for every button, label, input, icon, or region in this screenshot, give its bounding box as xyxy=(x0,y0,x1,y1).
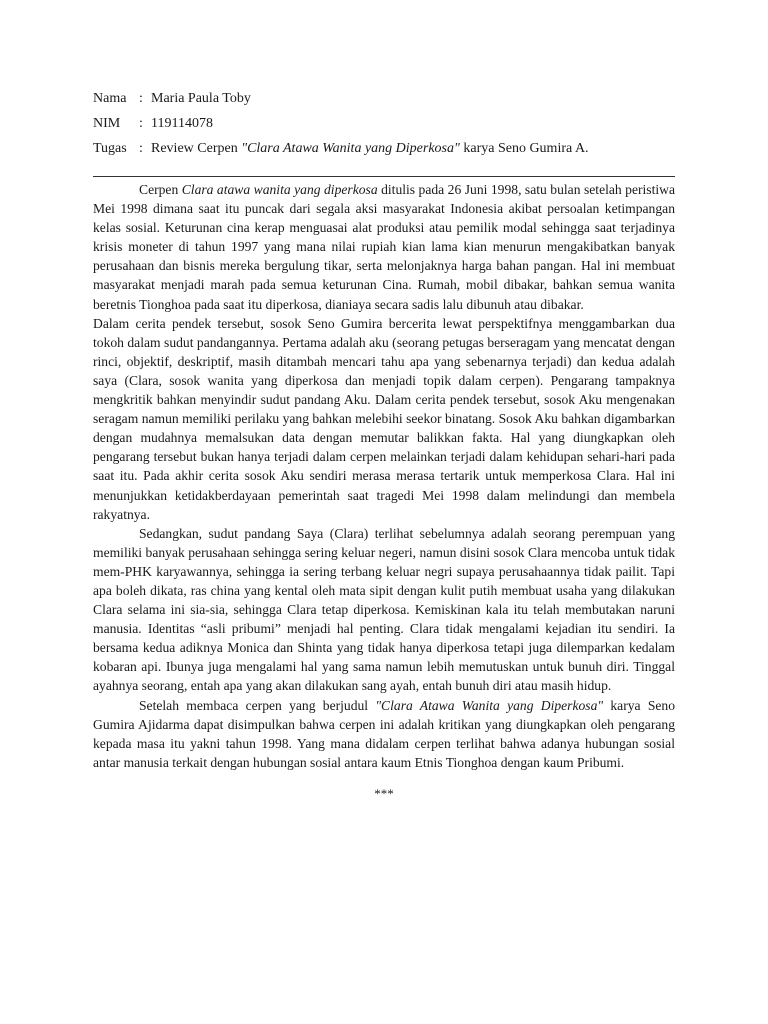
task-colon: : xyxy=(139,141,143,156)
paragraph-4-intro: Setelah membaca cerpen yang berjudul xyxy=(139,697,376,713)
task-prefix: Review Cerpen xyxy=(151,141,242,156)
nim-colon: : xyxy=(139,116,143,131)
header-divider xyxy=(93,176,675,177)
paragraph-1-title: Clara atawa wanita yang diperkosa xyxy=(181,182,378,197)
paragraph-4-title: "Clara Atawa Wanita yang Diperkosa" xyxy=(375,697,604,713)
nim-value: 119114078 xyxy=(151,116,213,131)
name-label: Nama xyxy=(93,91,127,106)
task-suffix: karya Seno Gumira A. xyxy=(459,141,589,156)
end-marker: *** xyxy=(374,785,394,801)
student-header xyxy=(93,86,589,161)
name-row xyxy=(93,86,589,111)
paragraph-2: Dalam cerita pendek tersebut, sosok Seno Gumira bercerita lewat perspektifnya menggambarkan dua tokoh dalam sudut pandangannya. Pertama adalah aku (seorang petugas berseragam yang mencatat dengan rinci, objektif, deskriptif, masih ditambah mencari tahu apa yang sebenarnya terjadi) dan kedua adalah saya (Clara, sosok wanita yang diperkosa dan menjadi topik dalam cerpen). Pengarang tampaknya mengkritik bahkan menyindir sudut pandang Aku. Dalam cerita pendek tersebut, sosok Aku mengenakan seragam namun memiliki perilaku yang bahkan melebihi seekor binatang. Sosok Aku bahkan digambarkan dengan mudahnya memalsukan data dengan memutar balikkan fakta. Hal yang diungkapkan oleh pengarang tersebut bukan hanya terjadi dalam cerpen melainkan terjadi dalam kehidupan sehari-hari pada saat itu. Pada akhir cerita sosok Aku sendiri merasa merasa tertarik untuk memperkosa Clara. Hal ini menunjukkan ketidakberdayaan pemerintah saat tragedi Mei 1998 dalam melindungi dan membela rakyatnya. xyxy=(93,315,675,522)
paragraph-1-text: ditulis pada 26 Juni 1998, satu bulan setelah peristiwa Mei 1998 dimana saat itu puncak dari segala aksi masyarakat Indonesia akibat persoalan ketimpangan kelas sosial. Keturunan cina kerap menguasai alat produksi atau pemilik modal sehingga saat terjadinya krisis moneter di tahun 1997 yang mana nilai rupiah kian lama kian menurun mengakibatkan banyak perusahaan dan bisnis mereka bergulung tikar, serta melonjaknya harga bahan pangan. Hal ini membuat masyarakat menjadi marah pada semua keturunan Cina. Rumah, mobil dibakar, bahkan semua wanita beretnis Tionghoa pada saat itu diperkosa, dianiaya secara sadis lalu dibunuh atau dibakar. xyxy=(93,182,676,312)
task-story-title: "Clara Atawa Wanita yang Diperkosa" xyxy=(241,141,460,156)
name-value: Maria Paula Toby xyxy=(151,91,251,106)
task-label: Tugas xyxy=(93,141,127,156)
paragraph-1-intro: Cerpen xyxy=(139,182,182,197)
review-body xyxy=(93,180,675,803)
paragraph-3: Sedangkan, sudut pandang Saya (Clara) terlihat sebelumnya adalah seorang perempuan yang memiliki banyak perusahaan sehingga sering keluar negeri, namun disini sosok Clara mencoba untuk tidak mem-PHK karyawannya, sehingga ia sering terbang keluar negri supaya perusahaannya tidak pailit. Tapi apa boleh dikata, ras china yang kental oleh mata sipit dengan kulit putih membuat usaha yang dilakukan Clara selama ini sia-sia, sehingga Clara tetap diperkosa. Kemiskinan kala itu telah membutakan naruni manusia. Identitas “asli pribumi” menjadi hal penting. Clara tidak mengalami kejadian itu sendiri. Ia bersama kedua adiknya Monica dan Shinta yang tidak hanya diperkosa tetapi juga dilemparkan kedalam kobaran api. Ibunya juga mengalami hal yang sama namun lebih memutuskan untuk bunuh diri. Tinggal ayahnya seorang, entah apa yang akan dilakukan sang ayah, entah bunuh diri atau masih hidup. xyxy=(93,525,675,694)
nim-label: NIM xyxy=(93,116,121,131)
name-colon: : xyxy=(139,91,143,106)
paragraph-1 xyxy=(93,180,675,314)
task-row xyxy=(93,136,589,161)
paragraph-4-text: karya Seno Gumira Ajidarma dapat disimpulkan bahwa cerpen ini adalah kritikan yang diungkapkan oleh pengarang kepada masa itu yakni tahun 1998. Yang mana didalam cerpen terlihat bahwa adanya hubungan sosial antar manusia terkait dengan hubungan sosial antara kaum Etnis Tionghoa dengan kaum Pribumi. xyxy=(93,697,676,770)
nim-row xyxy=(93,111,589,136)
paragraph-4 xyxy=(93,696,675,772)
